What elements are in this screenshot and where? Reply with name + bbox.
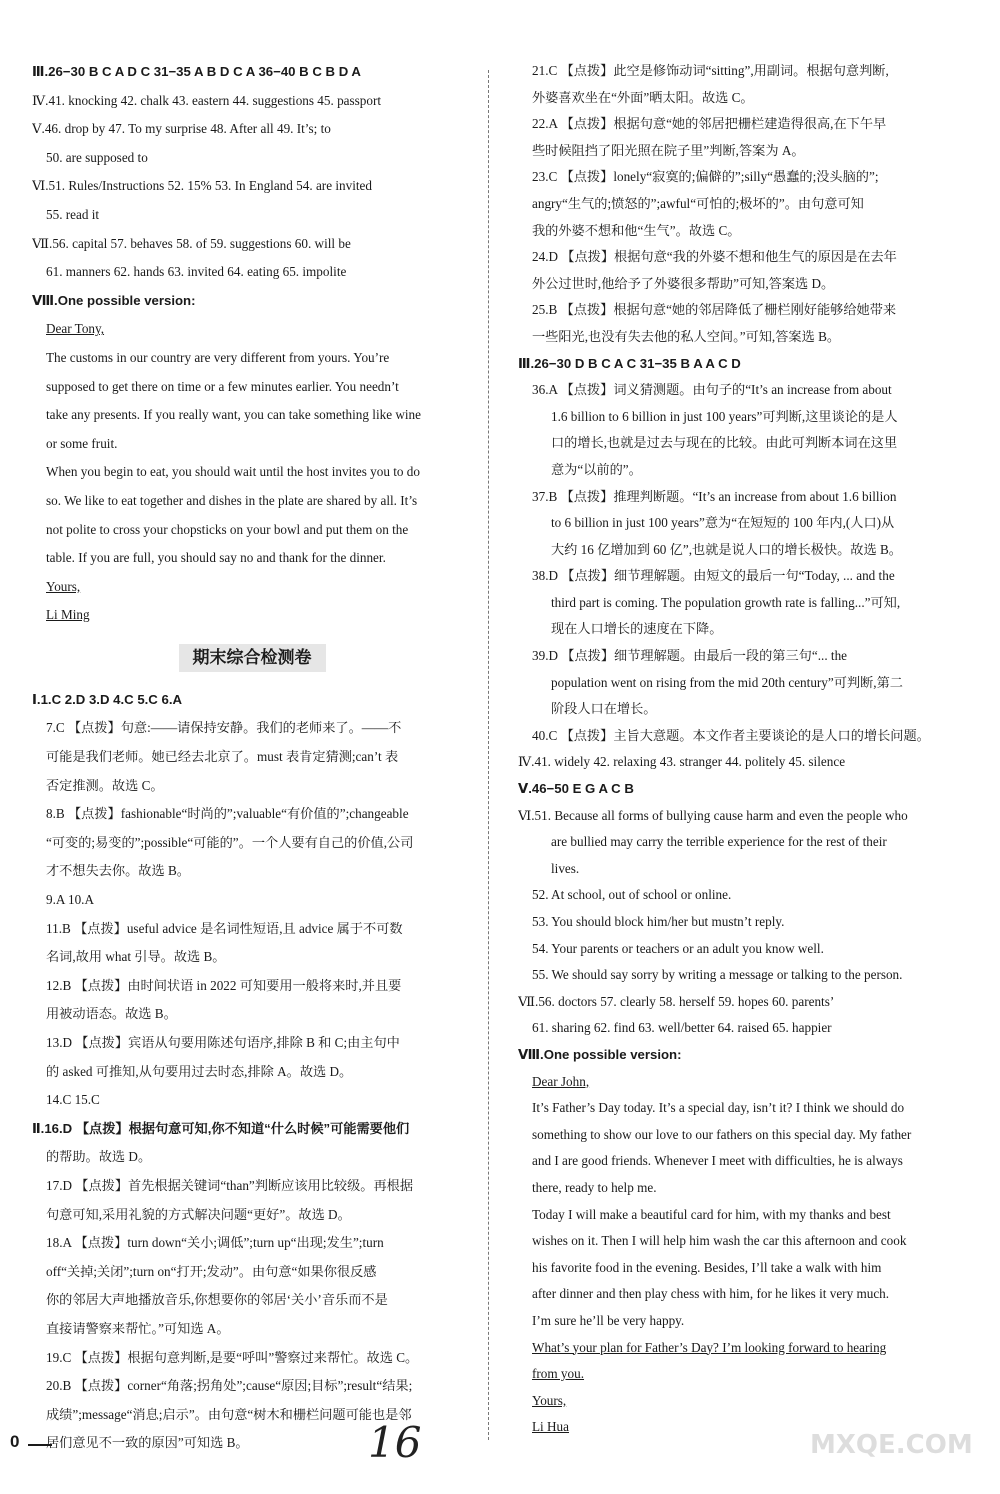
- answer-line: 直接请警察来帮忙。”可知选 A。: [46, 1320, 230, 1336]
- answer-line: 55. We should say sorry by writing a message or talking to the person.: [532, 967, 903, 983]
- answer-line: 意为“以前的”。: [551, 461, 642, 477]
- answer-line: after dinner and then play chess with him, for he likes it very much.: [532, 1286, 890, 1302]
- answer-line: 9.A 10.A: [46, 892, 94, 908]
- answer-line: Ⅰ.1.C 2.D 3.D 4.C 5.C 6.A: [32, 691, 183, 707]
- answer-line: Ⅷ.One possible version:: [32, 292, 196, 308]
- answer-line: 句意可知,采用礼貌的方式解决问题“更好”。故选 D。: [46, 1206, 351, 1222]
- answer-line: 61. manners 62. hands 63. invited 64. eating 65. impolite: [46, 264, 347, 280]
- answer-line: Ⅶ.56. doctors 57. clearly 58. herself 59. hopes 60. parents’: [518, 993, 835, 1009]
- answer-line: 大约 16 亿增加到 60 亿”,也就是说人口的增长极快。故选 B。: [551, 541, 902, 557]
- answer-line: are bullied may carry the terrible experience for the rest of their: [551, 834, 887, 850]
- answer-line: something to show our love to our fathers on this special day. My father: [532, 1126, 912, 1142]
- answer-line: 14.C 15.C: [46, 1092, 100, 1108]
- answer-line: 外婆喜欢坐在“外面”晒太阳。故选 C。: [532, 89, 754, 105]
- answer-line: 24.D 【点拨】根据句意“我的外婆不想和他生气的原因是在去年: [532, 249, 897, 265]
- answer-line: 39.D 【点拨】细节理解题。由最后一段的第三句“... the: [532, 648, 848, 664]
- answer-line: 61. sharing 62. find 63. well/better 64. raised 65. happier: [532, 1020, 832, 1036]
- answer-line: angry“生气的;愤怒的”;awful“可怕的;极坏的”。由句意可知: [532, 195, 864, 211]
- answer-line: lives.: [551, 860, 580, 876]
- answer-line: off“关掉;关闭”;turn on“打开;发动”。由句意“如果你很反感: [46, 1263, 377, 1279]
- answer-line: 23.C 【点拨】lonely“寂寞的;偏僻的”;silly“愚蠢的;没头脑的”;: [532, 169, 879, 185]
- watermark-logo: MXQE.COM: [810, 1430, 973, 1460]
- answer-line: Li Hua: [532, 1419, 569, 1435]
- answer-line: 54. Your parents or teachers or an adult you know well.: [532, 940, 824, 956]
- answer-line: from you.: [532, 1366, 585, 1382]
- column-divider: [488, 70, 489, 1440]
- section-title: 期末综合检测卷: [32, 630, 472, 686]
- answer-line: 7.C 【点拨】句意:——请保持安静。我们的老师来了。——不: [46, 720, 402, 736]
- answer-line: 21.C 【点拨】此空是修饰动词“sitting”,用副词。根据句意判断,: [532, 63, 889, 78]
- answer-line: to 6 billion in just 100 years”意为“在短短的 100 年内,(人口)从: [551, 515, 895, 531]
- answer-line: 阶段人口在增长。: [551, 701, 657, 717]
- right-column: [518, 58, 960, 1441]
- answer-line: Yours,: [532, 1392, 567, 1408]
- answer-line: 口的增长,也就是过去与现在的比较。由此可判断本词在这里: [551, 435, 898, 451]
- answer-line: When you begin to eat, you should wait until the host invites you to do: [46, 464, 420, 480]
- answer-line: Ⅳ.41. knocking 42. chalk 43. eastern 44. suggestions 45. passport: [32, 92, 382, 108]
- answer-line: population went on rising from the mid 20th century”可判断,第二: [551, 674, 903, 690]
- answer-line: Today I will make a beautiful card for him, with my thanks and best: [532, 1206, 891, 1222]
- answer-line: 居们意见不一致的原因”可知选 B。: [46, 1435, 249, 1451]
- answer-line: 用被动语态。故选 B。: [46, 1006, 177, 1022]
- answer-line: 才不想失去你。故选 B。: [46, 863, 190, 879]
- answer-line: Ⅲ.26−30 D B C A C 31−35 B A A C D: [518, 355, 741, 371]
- answer-line: 20.B 【点拨】corner“角落;拐角处”;cause“原因;目标”;result“结果;: [46, 1378, 413, 1394]
- answer-line: Li Ming: [46, 607, 90, 623]
- answer-line: 52. At school, out of school or online.: [532, 887, 732, 903]
- answer-line: 38.D 【点拨】细节理解题。由短文的最后一句“Today, ... and the: [532, 568, 895, 584]
- answer-line: Ⅴ.46. drop by 47. To my surprise 48. After all 49. It’s; to: [32, 121, 331, 137]
- answer-line: 25.B 【点拨】根据句意“她的邻居降低了栅栏刚好能够给她带来: [532, 302, 897, 318]
- answer-line: 现在人口增长的速度在下降。: [551, 621, 723, 637]
- answer-line: table. If you are full, you should say no and thank for the dinner.: [46, 550, 386, 566]
- answer-lines-top: [32, 58, 472, 630]
- answer-line: or some fruit.: [46, 435, 118, 451]
- left-column: [32, 58, 472, 1458]
- page-number-dash: [28, 1444, 52, 1446]
- answer-line: Ⅶ.56. capital 57. behaves 58. of 59. suggestions 60. will be: [32, 235, 351, 251]
- answer-line: 11.B 【点拨】useful advice 是名词性短语,且 advice 属于不可数: [46, 920, 403, 936]
- answer-line: Ⅵ.51. Because all forms of bullying cause harm and even the people who: [518, 807, 908, 823]
- answer-line: The customs in our country are very different from yours. You’re: [46, 349, 390, 365]
- answer-line: 名词,故用 what 引导。故选 B。: [46, 949, 226, 965]
- answer-line: 12.B 【点拨】由时间状语 in 2022 可知要用一般将来时,并且要: [46, 977, 402, 993]
- answer-line: 8.B 【点拨】fashionable“时尚的”;valuable“有价值的”;changeable: [46, 806, 409, 822]
- answer-line: and I are good friends. Whenever I meet with difficulties, he is always: [532, 1153, 903, 1169]
- answer-line: take any presents. If you really want, you can take something like wine: [46, 407, 421, 423]
- answer-line: 些时候阻挡了阳光照在院子里”判断,答案为 A。: [532, 142, 805, 158]
- answer-line: Ⅲ.26−30 B C A D C 31−35 A B D C A 36−40 B C B D A: [32, 64, 361, 79]
- answer-line: Yours,: [46, 578, 81, 594]
- answer-line: 22.A 【点拨】根据句意“她的邻居把栅栏建造得很高,在下午早: [532, 116, 887, 132]
- answer-line: 可能是我们老师。她已经去北京了。must 表肯定猜测;can’t 表: [46, 749, 399, 765]
- answer-line: 40.C 【点拨】主旨大意题。本文作者主要谈论的是人口的增长问题。: [532, 727, 930, 743]
- answer-line: Ⅷ.One possible version:: [518, 1046, 682, 1062]
- answer-line: 18.A 【点拨】turn down“关小;调低”;turn up“出现;发生”;turn: [46, 1235, 384, 1251]
- answer-line: not polite to cross your chopsticks on your bowl and put them on the: [46, 521, 409, 537]
- answer-line: 13.D 【点拨】宾语从句要用陈述句语序,排除 B 和 C;由主句中: [46, 1035, 400, 1050]
- answer-line: Ⅱ.16.D 【点拨】根据句意可知,你不知道“什么时候”可能需要他们: [32, 1120, 410, 1136]
- answer-line: 的帮助。故选 D。: [46, 1149, 152, 1165]
- answer-lines-bottom: [32, 686, 472, 1458]
- answer-line: Ⅴ.46−50 E G A C B: [518, 781, 634, 797]
- answer-line: Dear John,: [532, 1073, 590, 1089]
- page-number: 0: [10, 1432, 20, 1451]
- answer-lines-right: [518, 58, 960, 1441]
- answer-line: 50. are supposed to: [46, 149, 148, 165]
- answer-line: 否定推测。故选 C。: [46, 777, 164, 793]
- answer-line: 我的外婆不想和他“生气”。故选 C。: [532, 222, 741, 238]
- answer-line: 1.6 billion to 6 billion in just 100 years”可判断,这里谈论的是人: [551, 408, 898, 424]
- answer-line: Dear Tony,: [46, 321, 105, 337]
- answer-line: 外公过世时,他给予了外婆很多帮助”可知,答案选 D。: [532, 275, 835, 291]
- answer-line: 17.D 【点拨】首先根据关键词“than”判断应该用比较级。再根据: [46, 1177, 414, 1193]
- answer-line: It’s Father’s Day today. It’s a special day, isn’t it? I think we should do: [532, 1100, 905, 1116]
- answer-line: 你的邻居大声地播放音乐,你想要你的邻居‘关小’音乐而不是: [46, 1292, 388, 1308]
- answer-line: Ⅳ.41. widely 42. relaxing 43. stranger 44. politely 45. silence: [518, 754, 846, 770]
- answer-line: there, ready to help me.: [532, 1179, 657, 1195]
- answer-line: 19.C 【点拨】根据句意判断,是要“呼叫”警察过来帮忙。故选 C。: [46, 1349, 419, 1365]
- answer-line: What’s your plan for Father’s Day? I’m looking forward to hearing: [532, 1339, 887, 1355]
- answer-line: 成绩”;message“消息;启示”。由句意“树木和栅栏问题可能也是邻: [46, 1406, 412, 1422]
- answer-line: 36.A 【点拨】词义猜测题。由句子的“It’s an increase from about: [532, 382, 892, 398]
- answer-line: 53. You should block him/her but mustn’t reply.: [532, 914, 785, 929]
- answer-line: his favorite food in the evening. Besides, I’ll take a walk with him: [532, 1259, 882, 1275]
- answer-line: 37.B 【点拨】推理判断题。“It’s an increase from about 1.6 billion: [532, 488, 897, 504]
- answer-line: I’m sure he’ll be very happy.: [532, 1312, 685, 1328]
- answer-line: supposed to get there on time or a few minutes earlier. You needn’t: [46, 378, 399, 394]
- answer-line: 的 asked 可推知,从句要用过去时态,排除 A。故选 D。: [46, 1063, 353, 1079]
- answer-line: 一些阳光,也没有失去他的私人空间。”可知,答案选 B。: [532, 328, 841, 344]
- handwritten-note: 16: [368, 1418, 422, 1467]
- answer-line: “可变的;易变的”;possible“可能的”。一个人要有自己的价值,公司: [46, 834, 414, 850]
- answer-line: Ⅵ.51. Rules/Instructions 52. 15% 53. In England 54. are invited: [32, 178, 372, 194]
- answer-line: third part is coming. The population growth rate is falling...”可知,: [551, 594, 901, 610]
- answer-line: wishes on it. Then I will help him wash the car this afternoon and cook: [532, 1233, 907, 1249]
- answer-line: 55. read it: [46, 206, 100, 222]
- answer-line: so. We like to eat together and dishes in the plate are shared by all. It’s: [46, 492, 418, 508]
